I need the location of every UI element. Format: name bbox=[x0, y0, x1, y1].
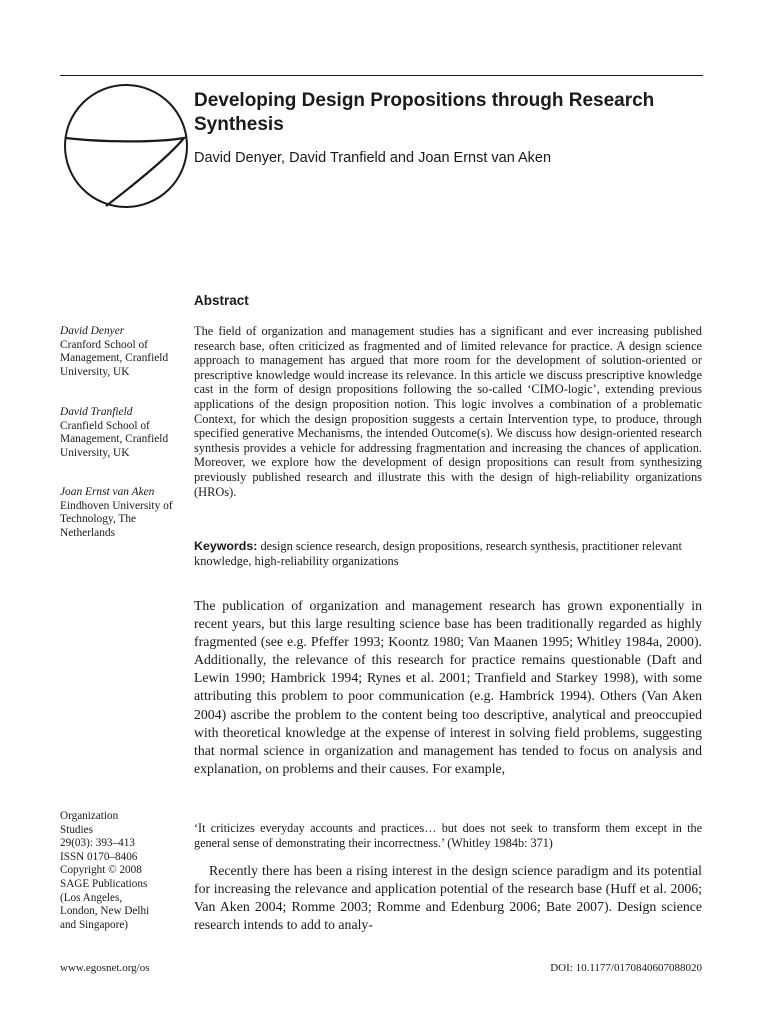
footer-website[interactable]: www.egosnet.org/os bbox=[60, 962, 150, 974]
journal-line: Copyright © 2008 bbox=[60, 864, 142, 877]
keywords bbox=[194, 539, 702, 569]
journal-line: SAGE Publications bbox=[60, 877, 148, 890]
top-rule bbox=[60, 75, 703, 76]
abstract-heading: Abstract bbox=[194, 293, 249, 308]
journal-line: and Singapore) bbox=[60, 918, 129, 931]
journal-line: Studies bbox=[60, 823, 93, 836]
affiliation-institution: Cranford School of Management, Cranfield University, UK bbox=[60, 338, 169, 378]
affiliation-name: David Denyer bbox=[60, 325, 125, 337]
journal-line: (Los Angeles, bbox=[60, 891, 123, 904]
journal-line: 29(03): 393–413 bbox=[60, 837, 135, 850]
affiliation-name: David Tranfield bbox=[60, 406, 133, 418]
journal-line: Organization bbox=[60, 810, 119, 822]
affiliation-name: Joan Ernst van Aken bbox=[60, 486, 155, 498]
intro-paragraph: The publication of organization and management research has grown exponentially in recent years, but this large resulting science base has been traditionally regarded as highly fragmented (see e.g. Pfeffer 1993; Koontz 1980; Van Maanen 1995; Whitley 1984a, 2000). Additionally, the relevance of this research for practice remains questionable (Daft and Lewin 1990; Hambrick 1994; Rynes et al. 2001; Tranfield and Starkey 1998), with some attributing this problem to poor communication (e.g. Hambrick 1994). Others (Van Aken 2004) ascribe the problem to the content being too descriptive, analytical and preoccupied with theoretical knowledge at the expense of interest in solving field problems, suggesting that normal science in organization and management has tended to focus on analysis and explanation, on problems and their causes. For example, bbox=[194, 598, 702, 776]
affiliation-2 bbox=[60, 406, 185, 460]
article-title: Developing Design Propositions through Research Synthesis bbox=[194, 90, 655, 135]
affiliation-3 bbox=[60, 486, 185, 540]
journal-line: London, New Delhi bbox=[60, 905, 150, 918]
circle-swoosh-icon bbox=[60, 80, 192, 212]
article-authors: David Denyer, David Tranfield and Joan Ernst van Aken bbox=[194, 150, 552, 166]
abstract-body: The field of organization and management studies has a significant and ever increasing published research base, often criticized as fragmented and of limited relevance for practice. A design science approach to management has argued that more room for the development of solution-oriented or prescriptive knowledge would increase its relevance. In this article we discuss prescriptive knowledge cast in the form of design propositions following the so-called ‘CIMO-logic’, extending previous applications of the design proposition notion. This logic involves a combination of a problematic Context, for which the design proposition suggests a certain Intervention type, to produce, through specified generative Mechanisms, the intended Outcome(s). We discuss how design-oriented research synthesis provides a vehicle for addressing fragmentation and increasing the chances of application. Moreover, we explore how the development of design propositions can result from synthesizing previously published research and illustrate this with the design of high-reliability organizations (HROs). bbox=[194, 324, 702, 499]
affiliation-institution: Cranfield School of Management, Cranfield University, UK bbox=[60, 419, 169, 459]
affiliation-institution: Eindhoven University of Technology, The Netherlands bbox=[60, 499, 173, 539]
keywords-label: Keywords: bbox=[194, 539, 258, 553]
journal-line: ISSN 0170–8406 bbox=[60, 850, 138, 863]
affiliation-1 bbox=[60, 325, 185, 379]
footer-doi: DOI: 10.1177/0170840607088020 bbox=[550, 962, 702, 974]
block-quote: ‘It criticizes everyday accounts and practices… but does not seek to transform them except in the general sense of demonstrating their incorrectness.’ (Whitley 1984b: 371) bbox=[194, 821, 702, 850]
journal-info bbox=[60, 810, 185, 932]
second-paragraph: Recently there has been a rising interest in the design science paradigm and its potential for increasing the relevance and application potential of the research base (Huff et al. 2006; Van Aken 2004; Romme 2003; Romme and Edenburg 2006; Bate 2007). Design science research intends to add to analy- bbox=[194, 863, 702, 933]
keywords-text: design science research, design propositions, research synthesis, practitioner relevant knowledge, high-reliability organizations bbox=[194, 539, 682, 568]
